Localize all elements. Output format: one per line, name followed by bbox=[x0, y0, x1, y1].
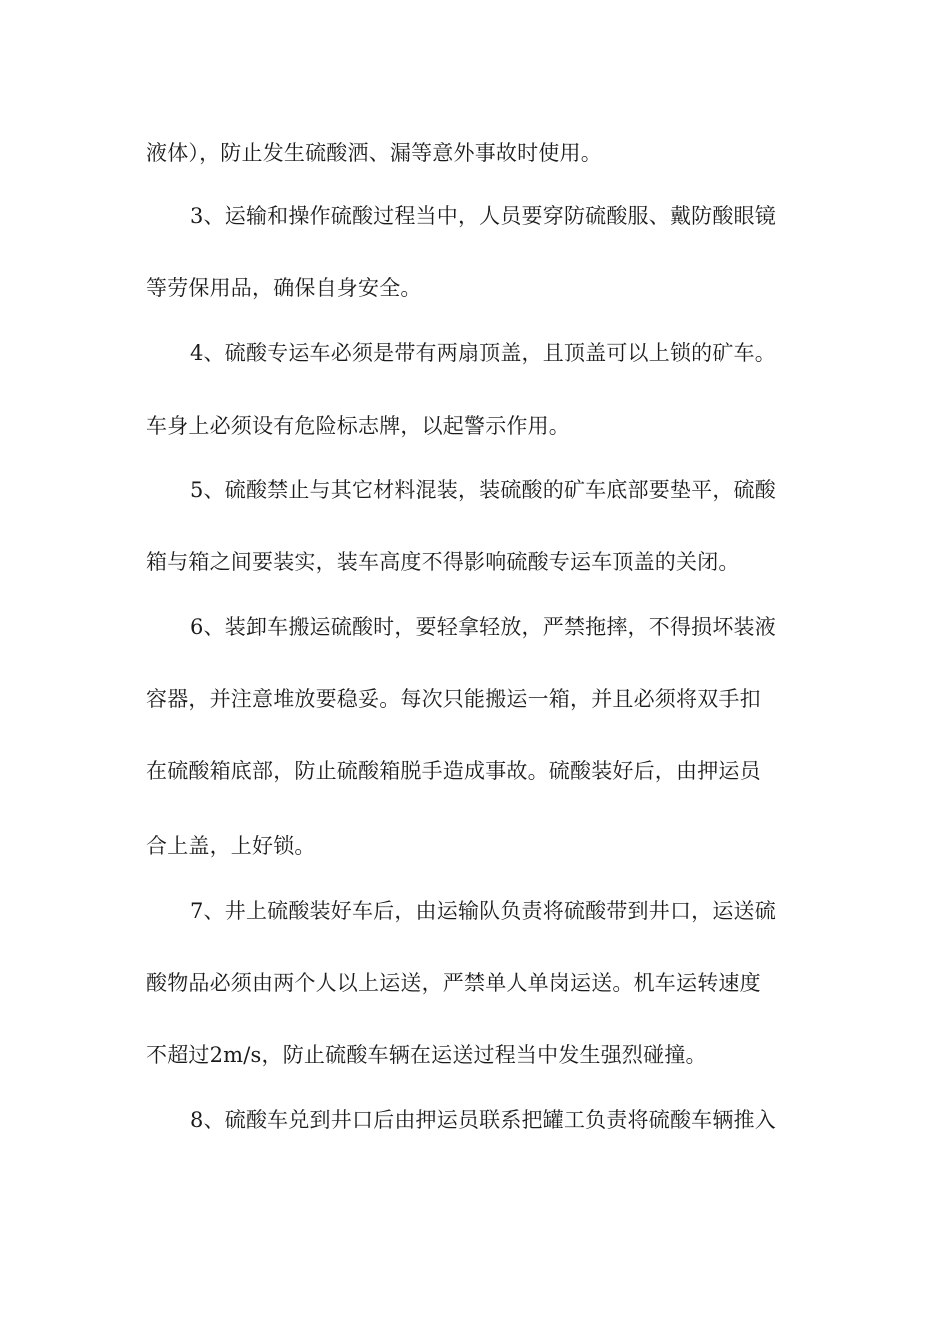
text-line: 7、井上硫酸装好车后，由运输队负责将硫酸带到井口，运送硫 bbox=[190, 899, 776, 923]
text-line: 不超过2m/s，防止硫酸车辆在运送过程当中发生强烈碰撞。 bbox=[146, 1043, 707, 1067]
text-line: 3、运输和操作硫酸过程当中，人员要穿防硫酸服、戴防酸眼镜 bbox=[190, 204, 776, 228]
text-line: 箱与箱之间要装实，装车高度不得影响硫酸专运车顶盖的关闭。 bbox=[146, 550, 740, 574]
text-line: 5、硫酸禁止与其它材料混装，装硫酸的矿车底部要垫平，硫酸 bbox=[190, 478, 776, 502]
text-line: 在硫酸箱底部，防止硫酸箱脱手造成事故。硫酸装好后，由押运员 bbox=[146, 759, 761, 783]
text-line: 6、装卸车搬运硫酸时，要轻拿轻放，严禁拖摔，不得损坏装液 bbox=[190, 615, 776, 639]
text-line: 液体），防止发生硫酸洒、漏等意外事故时使用。 bbox=[146, 141, 602, 165]
text-line: 合上盖，上好锁。 bbox=[146, 834, 316, 858]
text-line: 车身上必须设有危险标志牌，以起警示作用。 bbox=[146, 414, 570, 438]
text-line: 4、硫酸专运车必须是带有两扇顶盖，且顶盖可以上锁的矿车。 bbox=[190, 341, 776, 365]
text-line: 等劳保用品，确保自身安全。 bbox=[146, 276, 422, 300]
text-line: 容器，并注意堆放要稳妥。每次只能搬运一箱，并且必须将双手扣 bbox=[146, 687, 761, 711]
text-line: 8、硫酸车兑到井口后由押运员联系把罐工负责将硫酸车辆推入 bbox=[190, 1108, 776, 1132]
text-line: 酸物品必须由两个人以上运送，严禁单人单岗运送。机车运转速度 bbox=[146, 971, 761, 995]
